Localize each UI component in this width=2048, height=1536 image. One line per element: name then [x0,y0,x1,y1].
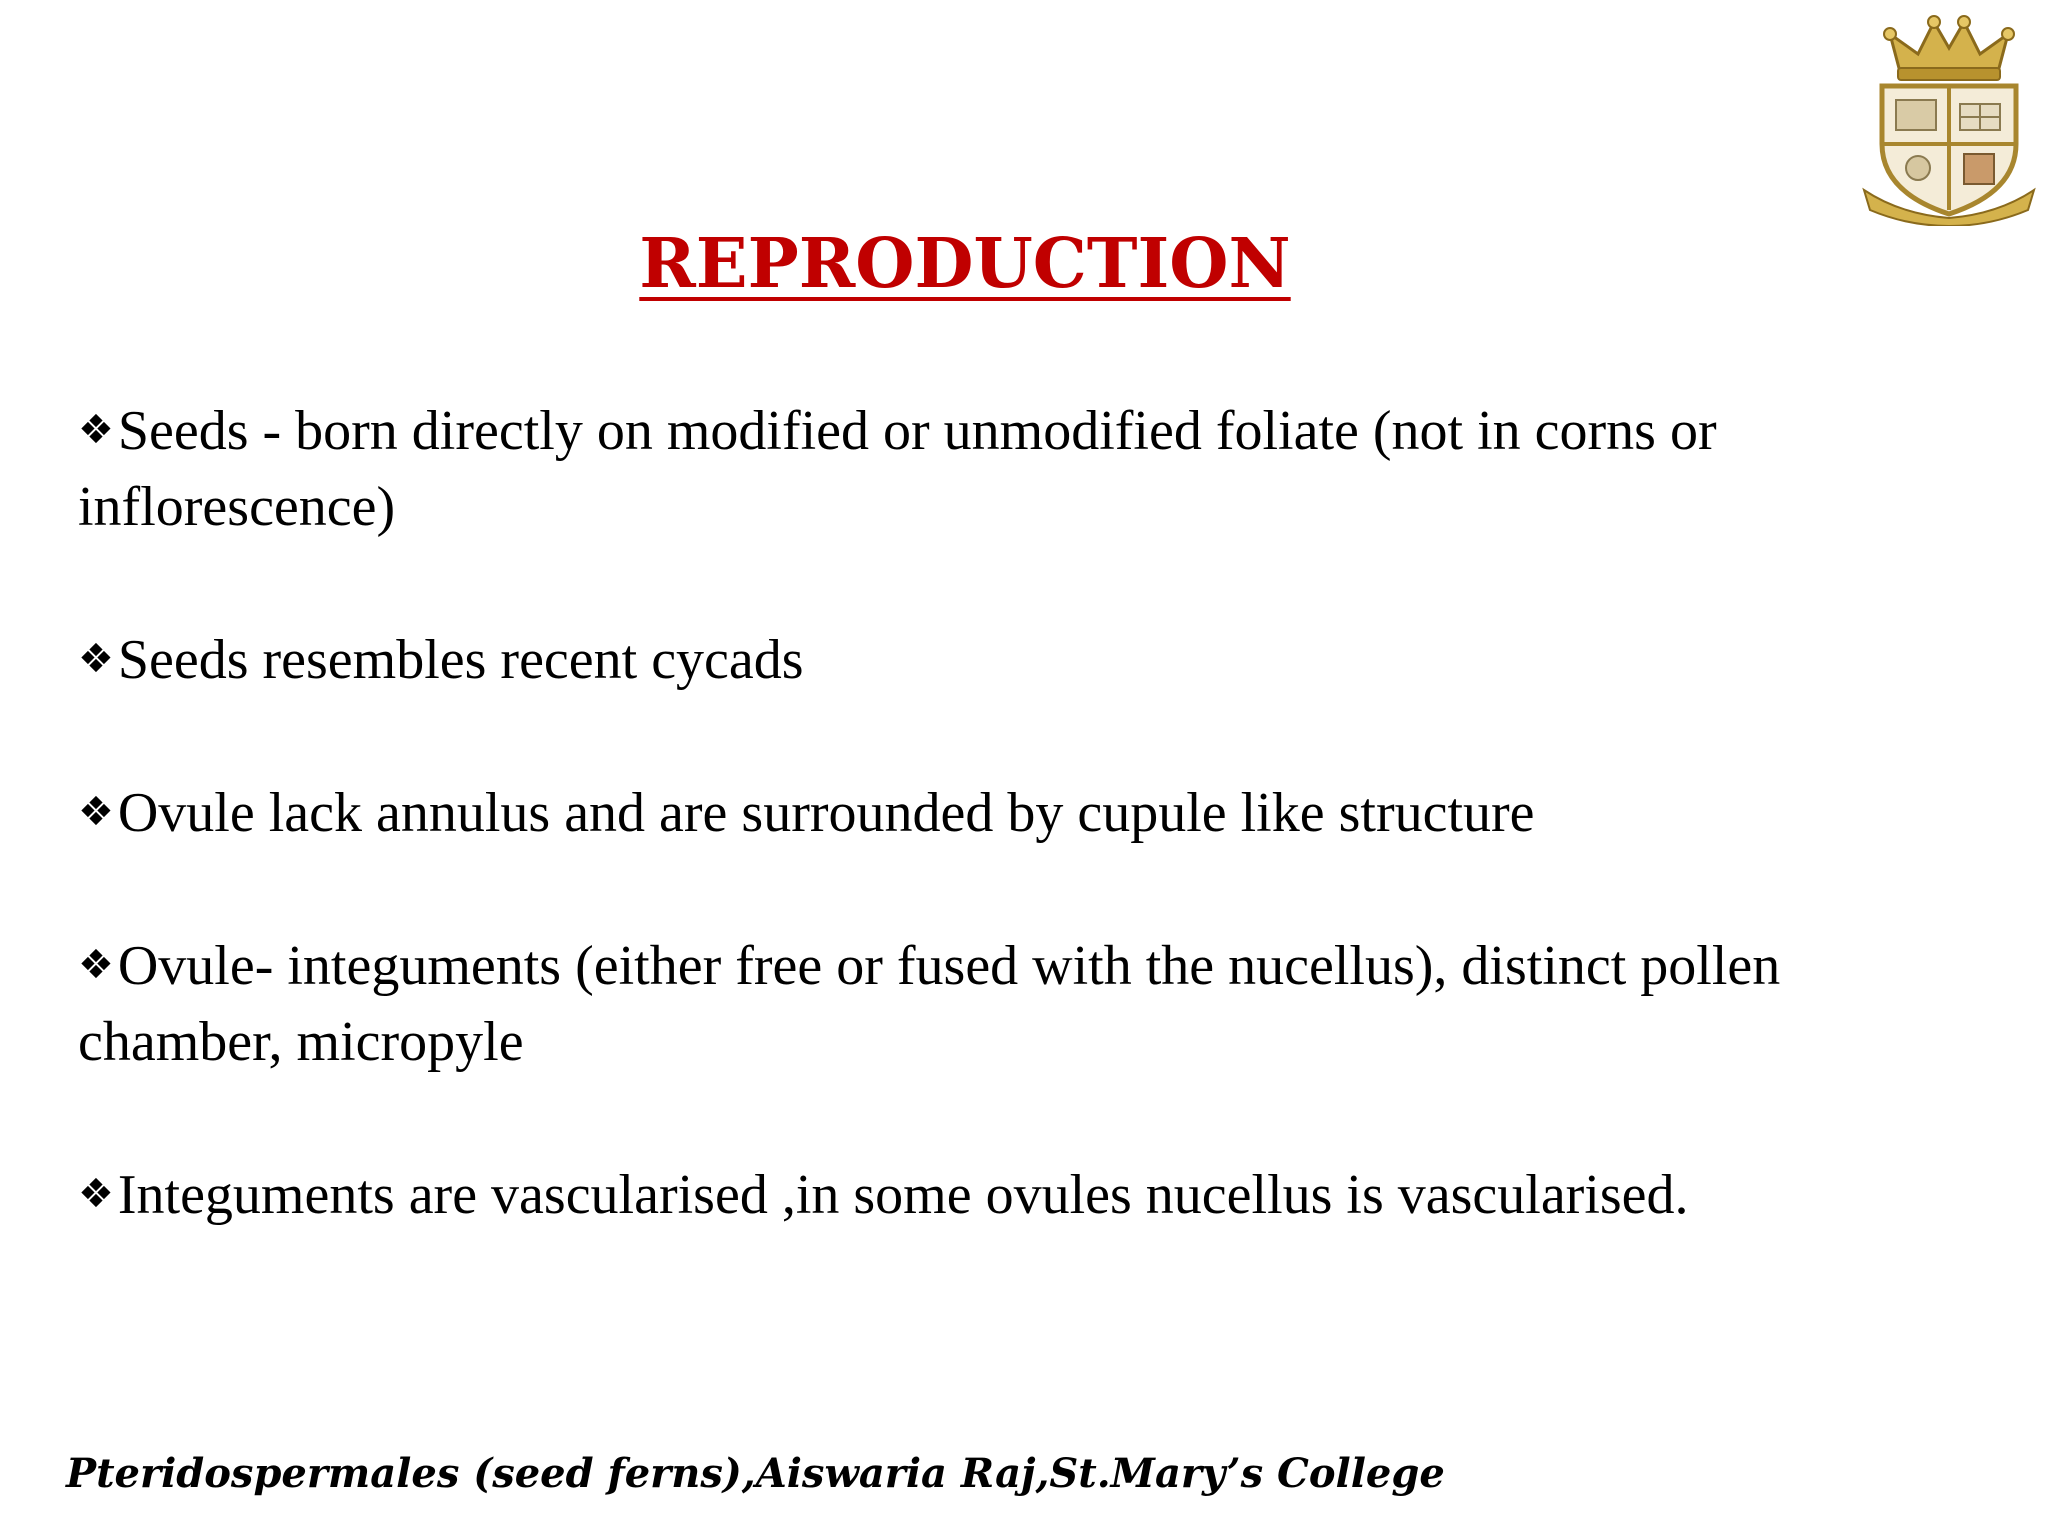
slide-title [0,224,1930,306]
bullet-text: Integuments are vascularised ,in some ovules nucellus is vascularised. [117,1164,1689,1226]
diamond-bullet-icon: ❖ [78,942,114,988]
bullet-item [78,392,1878,545]
slide-footer: Pteridospermales (seed ferns),Aiswaria Raj,St.Mary’s College [66,1450,1445,1497]
bullet-text: Seeds - born directly on modified or unmodified foliate (not in corns or inflorescence) [78,400,1717,538]
bullet-text: Ovule- integuments (either free or fused with the nucellus), distinct pollen chamber, micropyle [78,935,1781,1073]
bullet-text: Ovule lack annulus and are surrounded by cupule like structure [117,782,1535,844]
diamond-bullet-icon: ❖ [78,407,114,453]
bullet-item [78,621,1878,698]
diamond-bullet-icon: ❖ [78,1171,114,1217]
bullet-item [78,774,1878,851]
college-crest-icon [1860,14,2038,226]
bullet-item [78,927,1878,1080]
bullet-list [78,392,1878,1309]
bullet-item [78,1156,1878,1233]
bullet-text: Seeds resembles recent cycads [117,629,804,691]
diamond-bullet-icon: ❖ [78,789,114,835]
diamond-bullet-icon: ❖ [78,636,114,682]
slide-title-text: REPRODUCTION [639,224,1291,304]
